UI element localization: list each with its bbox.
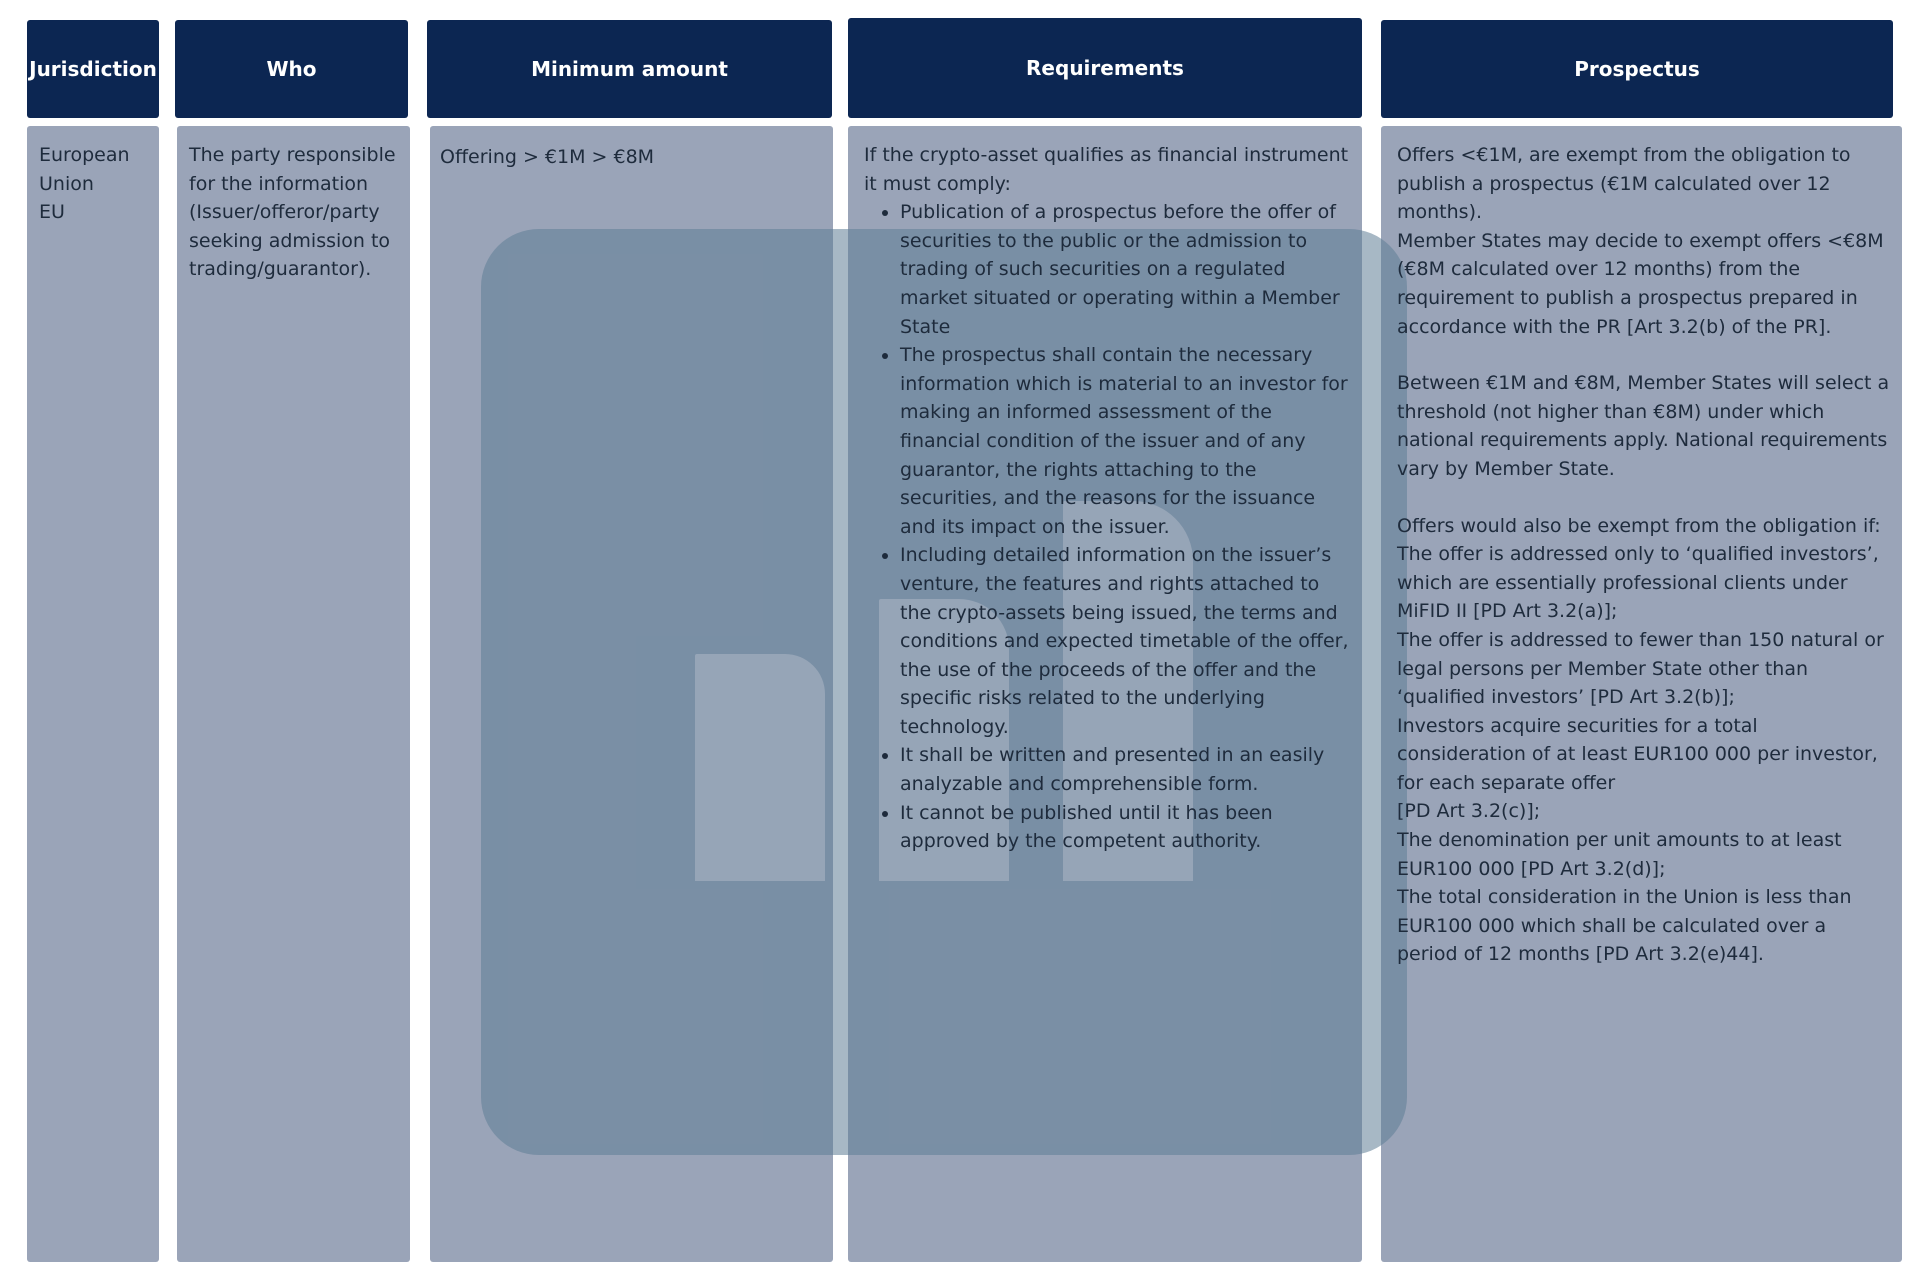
prospectus-paragraph: Offers <€1M, are exempt from the obligation to publish a prospectus (€1M calculated over 12 months). bbox=[1397, 144, 1851, 224]
prospectus-cell bbox=[1397, 141, 1891, 969]
prospectus-paragraph: The offer is addressed to fewer than 150 natural or legal persons per Member State other than ‘qualified investors’ [PD Art 3.2(b)]; bbox=[1397, 628, 1884, 709]
prospectus-paragraph: [PD Art 3.2(c)]; bbox=[1397, 800, 1541, 823]
header-jurisdiction: Jurisdiction bbox=[27, 20, 159, 118]
requirements-cell bbox=[864, 141, 1352, 856]
jurisdiction-line: European bbox=[39, 144, 130, 166]
prospectus-paragraph: Between €1M and €8M, Member States will select a threshold (not higher than €8M) under which national requirements apply. National requirements vary by Member State. bbox=[1397, 372, 1890, 480]
minimum-amount-cell bbox=[440, 143, 820, 172]
header-prospectus: Prospectus bbox=[1381, 20, 1893, 118]
header-who: Who bbox=[175, 20, 408, 118]
requirements-bullet: • Including detailed information on the issuer’s venture, the features and rights attached to the crypto-assets being issued, the terms and conditions and expected timetable of the offer, the use of the proceeds of the offer and the specific risks related to the underlying technology. bbox=[900, 541, 1352, 741]
requirements-bullet: • Publication of a prospectus before the offer of securities to the public or the admission to trading of such securities on a regulated market situated or operating within a Member State bbox=[900, 198, 1352, 341]
requirements-intro: If the crypto-asset qualifies as financial instrument it must comply: bbox=[864, 144, 1349, 195]
header-minimum-amount: Minimum amount bbox=[427, 20, 832, 118]
jurisdiction-line: Union bbox=[39, 172, 94, 195]
column-jurisdiction bbox=[27, 126, 159, 1262]
minimum-amount-text: Offering > €1M > €8M bbox=[440, 146, 655, 168]
prospectus-paragraph: Offers would also be exempt from the obligation if: bbox=[1397, 514, 1881, 537]
prospectus-paragraph: The denomination per unit amounts to at least EUR100 000 [PD Art 3.2(d)]; bbox=[1397, 829, 1842, 880]
requirements-bullet: • The prospectus shall contain the necessary information which is material to an investor for making an informed assessment of the financial condition of the issuer and of any guarantor, the rights attaching to the securities, and the reasons for the issuance and its impact on the issuer. bbox=[900, 341, 1352, 541]
column-who bbox=[177, 126, 410, 1262]
requirements-bullet: • It shall be written and presented in an easily analyzable and comprehensible form. bbox=[900, 741, 1352, 798]
who-text: The party responsible for the information (Issuer/offeror/party seeking admission to trading/guarantor). bbox=[189, 144, 396, 281]
who-cell bbox=[189, 141, 403, 284]
jurisdiction-cell bbox=[39, 141, 154, 227]
jurisdiction-line: EU bbox=[39, 201, 65, 224]
header-requirements: Requirements bbox=[848, 18, 1362, 118]
prospectus-paragraph: Investors acquire securities for a total consideration of at least EUR100 000 per investor, for each separate offer bbox=[1397, 714, 1878, 794]
prospectus-paragraph: The total consideration in the Union is less than EUR100 000 which shall be calculated over a period of 12 months [PD Art 3.2(e)44]. bbox=[1397, 886, 1852, 966]
prospectus-paragraph: The offer is addressed only to ‘qualified investors’, which are essentially professional clients under MiFID II [PD Art 3.2(a)]; bbox=[1397, 543, 1879, 623]
prospectus-paragraph: Member States may decide to exempt offers <€8M (€8M calculated over 12 months) from the requirement to publish a prospectus prepared in accordance with the PR [Art 3.2(b) of the PR]. bbox=[1397, 229, 1884, 338]
requirements-list bbox=[864, 198, 1352, 856]
requirements-bullet: • It cannot be published until it has been approved by the competent authority. bbox=[900, 799, 1352, 856]
